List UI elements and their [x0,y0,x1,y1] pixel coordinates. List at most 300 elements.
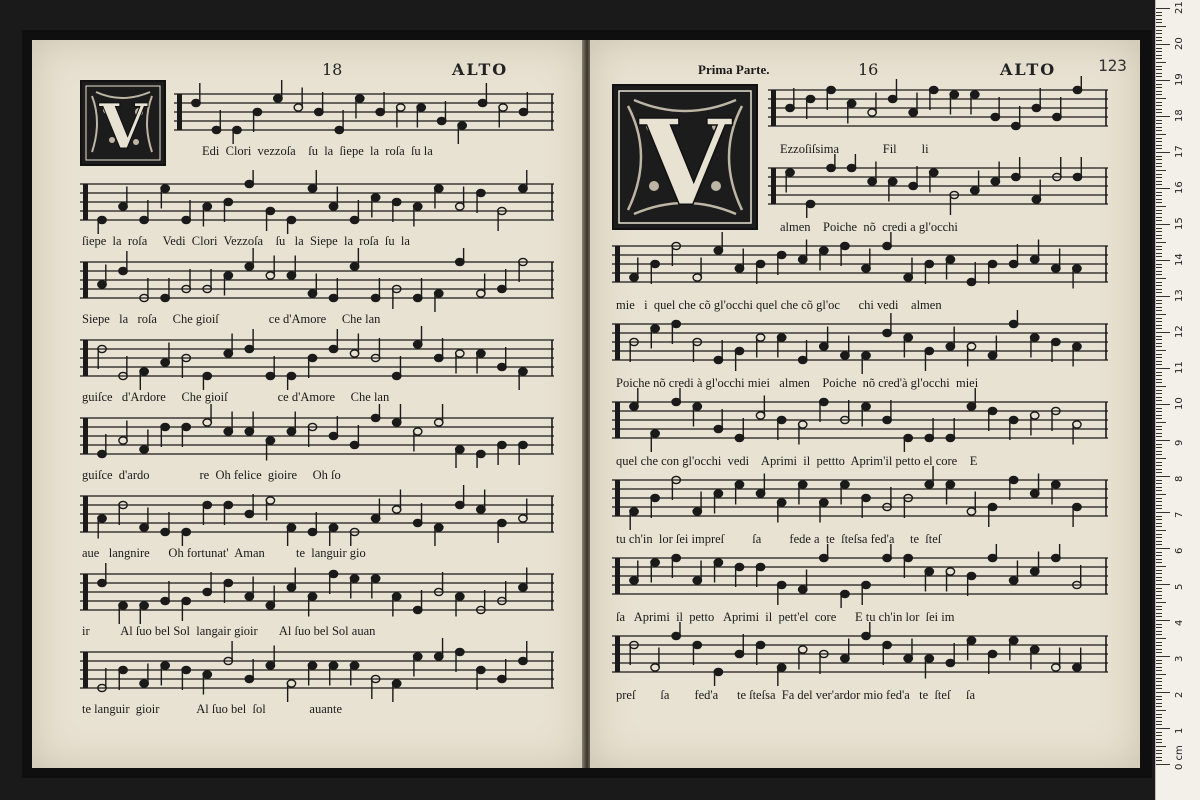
music-staff [612,622,1108,686]
ruler-label: 12 [1174,325,1185,338]
music-note [350,425,358,449]
ruler-tick [1156,721,1162,722]
ruler-tick [1156,51,1162,52]
ruler-tick [1156,627,1162,628]
folio-number: 123 [1098,56,1127,75]
music-note [308,354,316,378]
music-note [841,481,849,505]
music-note [335,110,343,134]
ruler-tick [1156,274,1162,275]
music-note [1073,265,1081,289]
music-note [245,577,253,601]
music-note [192,83,200,107]
music-note [714,409,722,433]
music-note [630,561,638,585]
ruler-tick [1156,364,1162,365]
music-note [140,200,148,224]
music-note [498,347,506,371]
svg-text:V: V [98,90,148,163]
music-note [458,122,466,144]
music-note [161,278,169,302]
ruler-tick [1156,87,1162,88]
music-note [161,512,169,536]
music-note [735,418,743,442]
music-note [967,572,975,596]
ruler-tick [1156,433,1162,434]
music-note [693,403,701,427]
music-note [693,641,701,665]
ruler-tick [1156,26,1166,27]
music-note [266,586,274,610]
lyric-line: ir Al ſuo bel Sol langair gioir Al ſuo bel Sol auan [82,624,376,638]
music-note [371,194,379,218]
music-note [1073,648,1081,672]
music-staff [80,170,554,234]
music-note [329,187,337,211]
open-book [22,30,1152,778]
ruler-tick [1156,537,1162,538]
music-note [245,659,253,683]
music-note [777,251,785,275]
ruler-tick [1156,519,1162,520]
lyric-line: Poiche nõ credi à gl'occhi miei almen Poiche nõ cred'à gl'occhi miei [616,376,979,390]
music-note [456,485,464,509]
ornament-icon [82,82,164,164]
ruler-tick [1156,649,1162,650]
ruler-tick [1156,591,1162,592]
music-note [1031,334,1039,358]
ruler-tick [1156,728,1170,729]
music-note [756,334,764,358]
ruler-tick [1156,19,1162,20]
music-note [756,641,764,665]
music-note [224,501,232,525]
music-note [925,466,933,488]
ruler-tick [1156,206,1166,207]
music-note [456,187,464,211]
music-note [672,388,680,406]
music-note [820,398,828,422]
music-note [519,641,527,665]
music-note [988,650,996,674]
music-note [991,97,999,121]
ruler-tick [1156,451,1162,452]
ruler-tick [1156,354,1162,355]
music-note [203,501,211,525]
ruler-tick [1156,760,1162,761]
ruler-tick [1156,382,1162,383]
ruler-tick [1156,213,1162,214]
music-note [456,446,464,468]
music-note [847,154,855,172]
ruler-label: 15 [1174,217,1185,230]
music-note [1073,157,1081,181]
music-note [1052,544,1060,562]
ruler-tick [1156,616,1162,617]
music-note [672,554,680,578]
ruler-tick [1156,220,1162,221]
music-note [1032,180,1040,204]
ruler-tick [1156,202,1162,203]
ruler-tick [1156,166,1162,167]
music-note [417,104,425,128]
music-note [308,274,316,298]
ruler-tick [1156,98,1166,99]
ruler-tick [1156,523,1162,524]
music-note [651,559,659,583]
ruler-tick [1156,48,1162,49]
music-note [161,343,169,367]
music-note [946,643,954,667]
ruler-tick [1156,314,1166,315]
lyric-line: preſ ſa fed'a te ſteſsa Fa del ver'ardor mio fed'a te ſteſ ſa [616,688,976,702]
music-note [203,372,211,390]
ruler-tick [1156,393,1162,394]
music-note [308,662,316,686]
music-note [777,416,785,440]
music-note [1009,416,1017,440]
music-note [274,80,282,102]
ruler-tick [1156,390,1162,391]
ruler-tick [1156,447,1162,448]
ruler-tick [1156,235,1162,236]
ruler-tick [1156,408,1162,409]
music-note [140,602,148,624]
ruler-tick [1156,620,1170,621]
music-note [414,203,422,227]
ruler-tick [1156,480,1162,481]
music-note [651,260,659,284]
ruler-tick [1156,613,1162,614]
music-note [1073,76,1081,94]
music-note [119,251,127,275]
music-note [904,554,912,578]
music-note [1009,310,1017,328]
music-note [350,200,358,224]
music-note [827,154,835,172]
lyric-line: ſiepe la roſa Vedi Clori Vezzoſa ſu la Siepe la roſa ſu la [82,234,410,248]
music-note [519,368,527,390]
svg-text:V: V [639,93,731,228]
ruler-tick [1156,678,1162,679]
music-note [435,638,443,660]
ruler-label: 0 cm [1174,745,1185,770]
ruler-tick [1156,386,1166,387]
ruler-tick [1156,217,1162,218]
music-note [693,492,701,516]
ruler-tick [1156,40,1162,41]
ruler-tick [1156,15,1162,16]
right-page [590,40,1140,768]
music-note [140,664,148,688]
ruler-tick [1156,688,1162,689]
music-note [925,568,933,592]
ruler-tick [1156,652,1162,653]
music-note [371,278,379,302]
music-note [392,593,400,617]
ruler-tick [1156,109,1162,110]
music-note [1012,106,1020,130]
ruler-tick [1156,69,1162,70]
music-note [1009,476,1017,500]
music-note [904,639,912,663]
music-note [350,662,358,686]
music-staff [80,404,554,468]
music-staff [80,638,554,702]
music-note [946,327,954,351]
music-note [98,563,106,587]
ruler-tick [1156,559,1162,560]
ruler-tick [1156,552,1162,553]
music-staff [768,76,1108,140]
music-note [930,169,938,193]
music-note [1031,646,1039,670]
music-note [925,655,933,679]
ruler-tick [1156,44,1170,45]
ruler-tick [1156,292,1162,293]
music-note [735,347,743,371]
ruler-tick [1156,512,1170,513]
ruler-label: 6 [1174,547,1185,554]
music-note [350,248,358,270]
lyric-line: guiſce d'ardo re Oh felice gioire Oh ſo [82,468,341,482]
music-staff [80,560,554,624]
ruler-label: 2 [1174,691,1185,698]
ruler-label: 17 [1174,145,1185,158]
ruler-tick [1156,328,1162,329]
music-note [224,272,232,296]
ruler-tick [1156,638,1166,639]
left-page-number: 18 [322,60,343,79]
ruler-tick [1156,498,1162,499]
music-note [820,247,828,271]
ruler-tick [1156,710,1166,711]
ruler-tick [1156,440,1170,441]
ruler-tick [1156,8,1170,9]
music-note [714,668,722,686]
music-note [437,101,445,125]
music-note [477,274,485,298]
music-note [519,170,527,192]
music-note [630,258,638,282]
ruler-tick [1156,570,1162,571]
lyric-line: quel che con gl'occhi vedi Aprimi il pettto Aprim'il petto el core E [616,454,978,468]
music-note [245,494,253,518]
music-note [909,93,917,117]
ruler-tick [1156,127,1162,128]
music-note [799,646,807,670]
lyric-line: tu ch'in lor ſei impreſ ſa fede a te ſteſsa fed'a te ſteſ [616,532,942,546]
ruler-label: 7 [1174,511,1185,518]
ruler-tick [1156,300,1162,301]
ruler-tick [1156,368,1170,369]
ruler-tick [1156,476,1170,477]
ruler-tick [1156,58,1162,59]
music-note [883,313,891,337]
ruler-label: 16 [1174,181,1185,194]
music-note [477,666,485,690]
music-note [140,508,148,532]
ruler-tick [1156,318,1162,319]
music-note [287,568,295,592]
ruler-tick [1156,634,1162,635]
music-note [862,622,870,640]
ruler-tick [1156,454,1162,455]
music-note [498,659,506,683]
music-note [119,421,127,445]
ruler-tick [1156,278,1166,279]
ruler-tick [1156,170,1166,171]
ruler-tick [1156,174,1162,175]
music-note [414,326,422,348]
music-note [841,639,849,663]
ruler-tick [1156,138,1162,139]
ruler-tick [1156,764,1170,765]
ruler-tick [1156,152,1170,153]
music-note [967,343,975,367]
music-note [287,524,295,546]
lyric-line: ſa Aprimi il petto Aprimi il pett'el core E tu ch'in lor ſei im [616,610,955,624]
music-note [435,524,443,546]
music-note [799,421,807,445]
ruler-tick [1156,530,1166,531]
music-note [988,544,996,562]
ruler-tick [1156,120,1162,121]
music-note [435,290,443,312]
music-note [946,481,954,505]
music-note [392,356,400,380]
ruler-tick [1156,55,1162,56]
music-note [946,568,954,592]
ruler-tick [1156,724,1162,725]
music-note [1031,412,1039,436]
ruler-tick [1156,663,1162,664]
ruler-label: 21 [1174,1,1185,14]
ruler-tick [1156,584,1170,585]
music-note [971,171,979,195]
music-note [329,278,337,302]
ruler-tick [1156,706,1162,707]
decorated-initial-right [612,84,758,230]
music-note [630,508,638,530]
music-note [967,262,975,286]
music-staff [612,388,1108,452]
music-note [988,260,996,284]
music-note [392,490,400,514]
music-note [756,396,764,420]
music-note [1052,338,1060,362]
ruler-tick [1156,411,1162,412]
ruler-tick [1156,73,1162,74]
music-note [991,162,999,186]
music-note [435,404,443,426]
ruler-tick [1156,163,1162,164]
music-note [806,200,814,218]
ruler-tick [1156,757,1162,758]
music-note [414,653,422,677]
music-note [329,524,337,546]
ruler-tick [1156,310,1162,311]
music-note [799,240,807,264]
ruler-tick [1156,580,1162,581]
music-note [862,403,870,427]
music-note [498,519,506,543]
music-note [1009,244,1017,268]
music-note [266,437,274,461]
music-note [371,499,379,523]
music-note [756,474,764,498]
music-note [119,602,127,624]
ruler-tick [1156,588,1162,589]
music-note [456,248,464,266]
ruler-tick [1156,526,1162,527]
ruler-tick [1156,422,1166,423]
music-note [456,350,464,374]
ruler-tick [1156,148,1162,149]
left-page [32,40,584,768]
music-note [477,490,485,514]
music-note [519,499,527,523]
music-note [925,347,933,371]
music-note [224,334,232,358]
music-note [988,407,996,431]
left-page-header: ALTO [452,60,509,79]
music-note [1031,474,1039,498]
ruler-label: 18 [1174,109,1185,122]
ruler-tick [1156,624,1162,625]
music-note [371,404,379,422]
ruler-tick [1156,325,1162,326]
ruler-tick [1156,735,1162,736]
music-note [651,494,659,518]
music-note [868,93,876,117]
ruler-tick [1156,30,1162,31]
ruler-tick [1156,692,1170,693]
ruler-tick [1156,181,1162,182]
ruler-tick [1156,84,1162,85]
music-note [98,216,106,234]
ruler-tick [1156,703,1162,704]
music-note [233,126,241,144]
ruler-label: 3 [1174,655,1185,662]
ruler-tick [1156,285,1162,286]
ruler-tick [1156,631,1162,632]
music-note [714,490,722,514]
ruler-tick [1156,224,1170,225]
music-note [630,388,638,410]
music-note [224,198,232,222]
decorated-initial-left [80,80,166,166]
ruler-tick [1156,80,1170,81]
music-note [498,269,506,293]
ruler-tick [1156,112,1162,113]
ruler-tick [1156,271,1162,272]
ruler-tick [1156,339,1162,340]
music-note [329,416,337,440]
ruler-tick [1156,548,1170,549]
music-note [182,200,190,224]
music-note [266,646,274,670]
ruler-tick [1156,228,1162,229]
ruler-tick [1156,260,1170,261]
ruler-label: 19 [1174,73,1185,86]
music-note [950,91,958,115]
music-note [777,581,785,605]
music-note [1073,343,1081,367]
ruler-tick [1156,750,1162,751]
music-note [714,232,722,254]
music-note [161,185,169,209]
